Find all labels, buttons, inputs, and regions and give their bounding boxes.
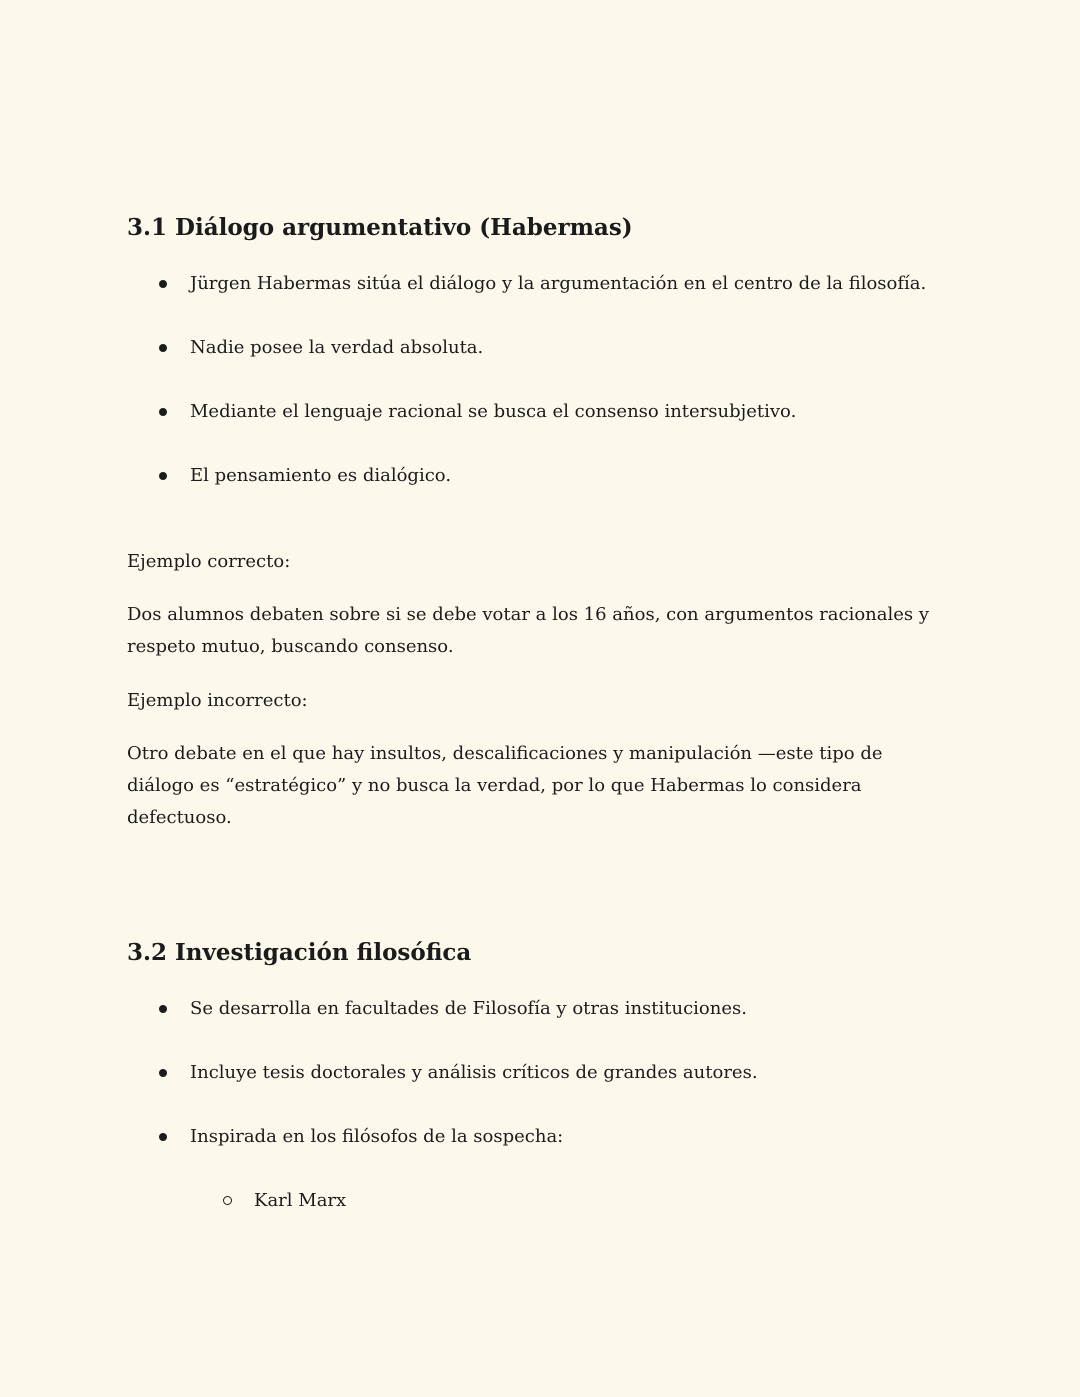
section-1-bullet-1: Jürgen Habermas sitúa el diálogo y la argumentación en el centro de la filosofía. bbox=[190, 270, 926, 298]
correct-example-text: Dos alumnos debaten sobre si se debe votar a los 16 años, con argumentos racionales y respeto mutuo, buscando consenso. bbox=[127, 604, 930, 657]
section-1-bullet-4: El pensamiento es dialógico. bbox=[190, 462, 451, 490]
incorrect-example-label: Ejemplo incorrecto: bbox=[127, 690, 308, 711]
section-1-heading: 3.1 Diálogo argumentativo (Habermas) bbox=[127, 214, 633, 241]
incorrect-example-text: Otro debate en el que hay insultos, descalificaciones y manipulación —este tipo de diálogo es “estratégico” y no busca la verdad, por lo que Habermas lo considera defectuoso. bbox=[127, 743, 883, 828]
section-2-bullet-1: Se desarrolla en facultades de Filosofía y otras instituciones. bbox=[190, 995, 747, 1023]
section-2-bullet-2: Incluye tesis doctorales y análisis críticos de grandes autores. bbox=[190, 1059, 758, 1087]
section-1-bullet-2: Nadie posee la verdad absoluta. bbox=[190, 334, 483, 362]
section-2-heading: 3.2 Investigación filosófica bbox=[127, 939, 472, 966]
section-2-bullet-3: Inspirada en los filósofos de la sospecha: bbox=[190, 1123, 563, 1151]
correct-example-label: Ejemplo correcto: bbox=[127, 551, 291, 572]
sub-bullet-karl-marx: Karl Marx bbox=[254, 1187, 346, 1215]
section-1-bullet-3: Mediante el lenguaje racional se busca el consenso intersubjetivo. bbox=[190, 398, 796, 426]
